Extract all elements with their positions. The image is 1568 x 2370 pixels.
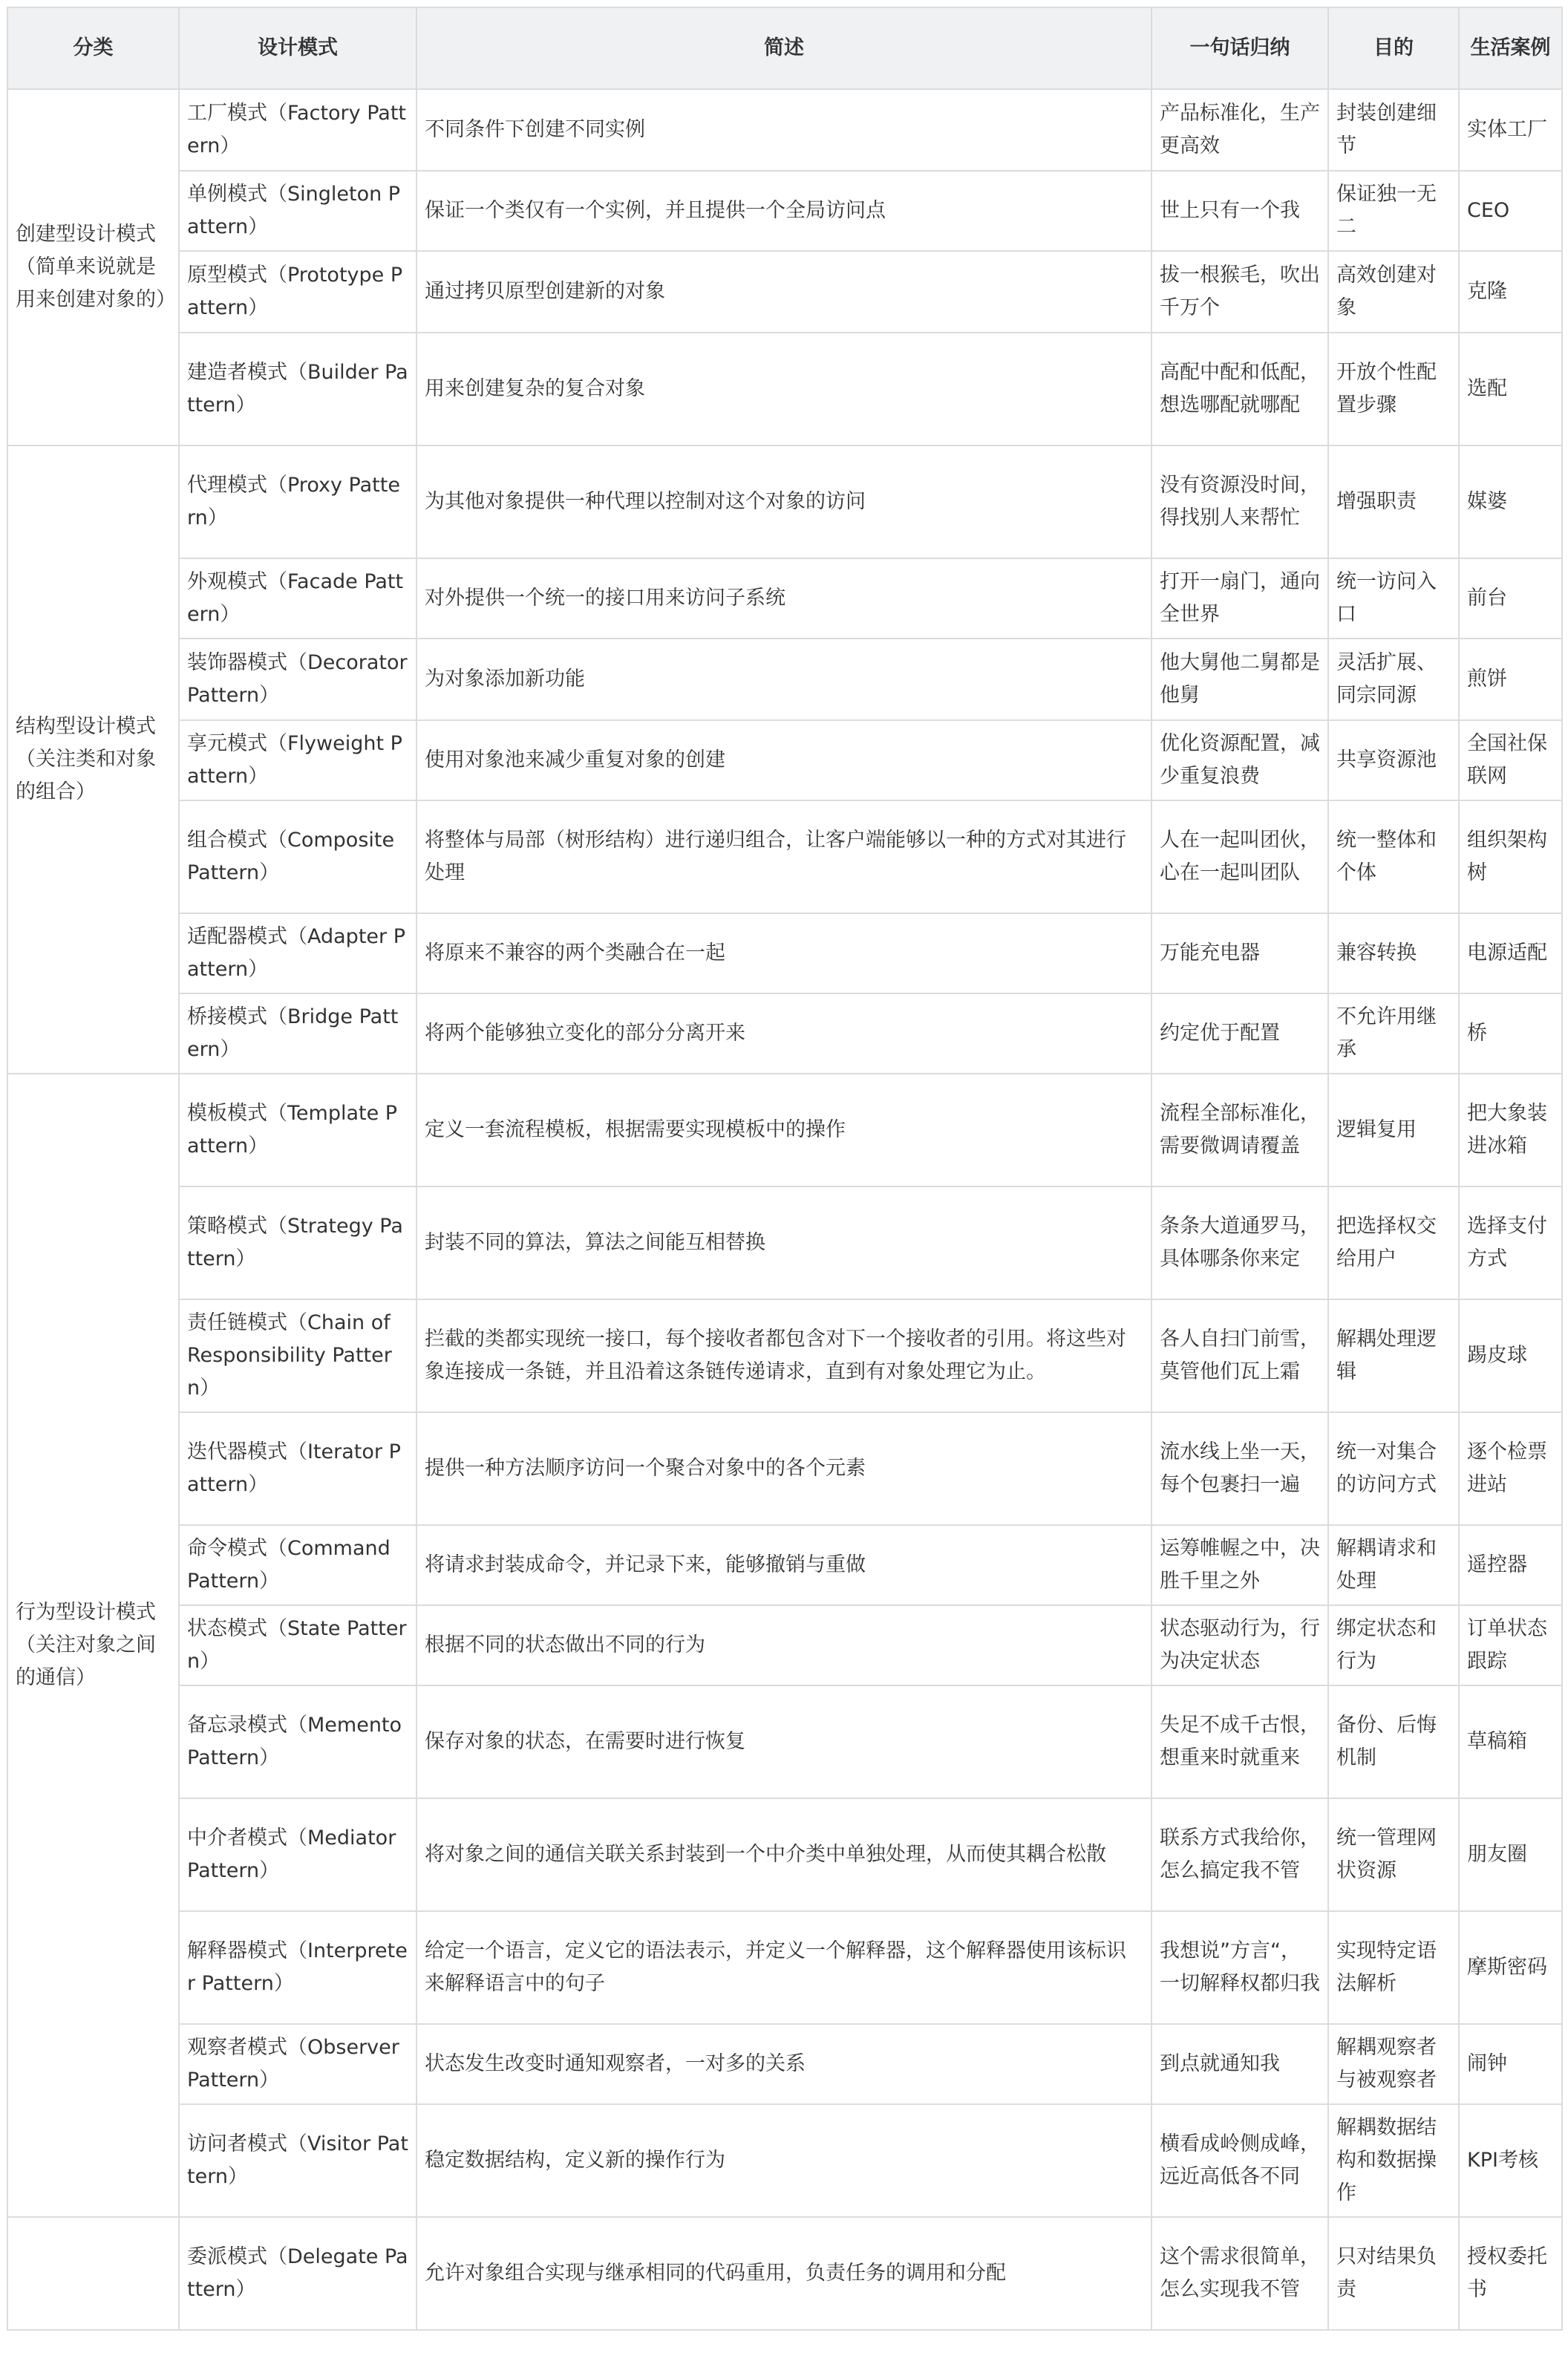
table-row xyxy=(7,333,1562,445)
summary-cell: 流水线上坐一天，每个包裹扫一遍 xyxy=(1152,1412,1328,1525)
example-cell: 选配 xyxy=(1459,333,1562,445)
example-cell: 逐个检票进站 xyxy=(1459,1412,1562,1525)
description-cell: 稳定数据结构，定义新的操作行为 xyxy=(416,2104,1152,2217)
description-cell: 将两个能够独立变化的部分分离开来 xyxy=(416,993,1152,1074)
purpose-cell: 灵活扩展、同宗同源 xyxy=(1328,639,1459,720)
table-row xyxy=(7,445,1562,558)
summary-cell: 联系方式我给你，怎么搞定我不管 xyxy=(1152,1798,1328,1911)
summary-cell: 约定优于配置 xyxy=(1152,993,1328,1074)
example-cell: 全国社保联网 xyxy=(1459,720,1562,800)
pattern-cell: 代理模式（Proxy Pattern） xyxy=(179,445,416,558)
example-cell: 遥控器 xyxy=(1459,1525,1562,1605)
description-cell: 拦截的类都实现统一接口，每个接收者都包含对下一个接收者的引用。将这些对象连接成一条链，并且沿着这条链传递请求，直到有对象处理它为止。 xyxy=(416,1299,1152,1412)
description-cell: 将请求封装成命令，并记录下来，能够撤销与重做 xyxy=(416,1525,1152,1605)
example-cell: 把大象装进冰箱 xyxy=(1459,1074,1562,1186)
summary-cell: 条条大道通罗马，具体哪条你来定 xyxy=(1152,1186,1328,1299)
pattern-cell: 命令模式（Command Pattern） xyxy=(179,1525,416,1605)
summary-cell: 失足不成千古恨，想重来时就重来 xyxy=(1152,1685,1328,1798)
summary-cell: 人在一起叫团伙，心在一起叫团队 xyxy=(1152,800,1328,913)
description-cell: 给定一个语言，定义它的语法表示，并定义一个解释器，这个解释器使用该标识来解释语言中的句子 xyxy=(416,1911,1152,2024)
purpose-cell: 保证独一无二 xyxy=(1328,171,1459,251)
design-pattern-table-container xyxy=(7,7,1561,2331)
purpose-cell: 实现特定语法解析 xyxy=(1328,1911,1459,2024)
table-row xyxy=(7,2104,1562,2217)
summary-cell: 打开一扇门，通向全世界 xyxy=(1152,558,1328,639)
description-cell: 对外提供一个统一的接口用来访问子系统 xyxy=(416,558,1152,639)
table-row xyxy=(7,2024,1562,2104)
summary-cell: 到点就通知我 xyxy=(1152,2024,1328,2104)
table-row xyxy=(7,993,1562,1074)
description-cell: 通过拷贝原型创建新的对象 xyxy=(416,251,1152,333)
example-cell: 授权委托书 xyxy=(1459,2217,1562,2330)
pattern-cell: 备忘录模式（Memento Pattern） xyxy=(179,1685,416,1798)
summary-cell: 横看成岭侧成峰，远近高低各不同 xyxy=(1152,2104,1328,2217)
summary-cell: 我想说”方言“，一切解释权都归我 xyxy=(1152,1911,1328,2024)
category-cell xyxy=(7,2217,179,2330)
example-cell: 实体工厂 xyxy=(1459,89,1562,171)
pattern-cell: 状态模式（State Pattern） xyxy=(179,1605,416,1685)
example-cell: 订单状态跟踪 xyxy=(1459,1605,1562,1685)
table-body xyxy=(7,89,1562,2330)
table-row xyxy=(7,1798,1562,1911)
pattern-cell: 责任链模式（Chain of Responsibility Pattern） xyxy=(179,1299,416,1412)
header-pattern: 设计模式 xyxy=(179,7,416,89)
example-cell: 组织架构树 xyxy=(1459,800,1562,913)
table-row xyxy=(7,89,1562,171)
description-cell: 状态发生改变时通知观察者，一对多的关系 xyxy=(416,2024,1152,2104)
summary-cell: 没有资源没时间，得找别人来帮忙 xyxy=(1152,445,1328,558)
table-row xyxy=(7,913,1562,993)
pattern-cell: 外观模式（Facade Pattern） xyxy=(179,558,416,639)
pattern-cell: 委派模式（Delegate Pattern） xyxy=(179,2217,416,2330)
example-cell: 草稿箱 xyxy=(1459,1685,1562,1798)
example-cell: 朋友圈 xyxy=(1459,1798,1562,1911)
pattern-cell: 模板模式（Template Pattern） xyxy=(179,1074,416,1186)
table-row xyxy=(7,1911,1562,2024)
description-cell: 为其他对象提供一种代理以控制对这个对象的访问 xyxy=(416,445,1152,558)
table-row xyxy=(7,1074,1562,1186)
description-cell: 保证一个类仅有一个实例，并且提供一个全局访问点 xyxy=(416,171,1152,251)
purpose-cell: 开放个性配置步骤 xyxy=(1328,333,1459,445)
pattern-cell: 组合模式（Composite Pattern） xyxy=(179,800,416,913)
example-cell: 桥 xyxy=(1459,993,1562,1074)
description-cell: 将原来不兼容的两个类融合在一起 xyxy=(416,913,1152,993)
purpose-cell: 解耦请求和处理 xyxy=(1328,1525,1459,1605)
description-cell: 允许对象组合实现与继承相同的代码重用，负责任务的调用和分配 xyxy=(416,2217,1152,2330)
example-cell: CEO xyxy=(1459,171,1562,251)
description-cell: 封装不同的算法，算法之间能互相替换 xyxy=(416,1186,1152,1299)
table-row xyxy=(7,1605,1562,1685)
purpose-cell: 共享资源池 xyxy=(1328,720,1459,800)
purpose-cell: 逻辑复用 xyxy=(1328,1074,1459,1186)
pattern-cell: 桥接模式（Bridge Pattern） xyxy=(179,993,416,1074)
summary-cell: 拔一根猴毛，吹出千万个 xyxy=(1152,251,1328,333)
summary-cell: 产品标准化，生产更高效 xyxy=(1152,89,1328,171)
pattern-cell: 访问者模式（Visitor Pattern） xyxy=(179,2104,416,2217)
pattern-cell: 中介者模式（Mediator Pattern） xyxy=(179,1798,416,1911)
example-cell: 选择支付方式 xyxy=(1459,1186,1562,1299)
pattern-cell: 装饰器模式（Decorator Pattern） xyxy=(179,639,416,720)
category-cell: 创建型设计模式（简单来说就是用来创建对象的） xyxy=(7,89,179,445)
summary-cell: 高配中配和低配，想选哪配就哪配 xyxy=(1152,333,1328,445)
description-cell: 保存对象的状态，在需要时进行恢复 xyxy=(416,1685,1152,1798)
table-row xyxy=(7,2217,1562,2330)
purpose-cell: 不允许用继承 xyxy=(1328,993,1459,1074)
example-cell: 电源适配 xyxy=(1459,913,1562,993)
summary-cell: 各人自扫门前雪，莫管他们瓦上霜 xyxy=(1152,1299,1328,1412)
table-row xyxy=(7,251,1562,333)
table-header-row xyxy=(7,7,1562,89)
purpose-cell: 增强职责 xyxy=(1328,445,1459,558)
purpose-cell: 统一整体和个体 xyxy=(1328,800,1459,913)
summary-cell: 万能充电器 xyxy=(1152,913,1328,993)
pattern-cell: 迭代器模式（Iterator Pattern） xyxy=(179,1412,416,1525)
pattern-cell: 适配器模式（Adapter Pattern） xyxy=(179,913,416,993)
table-row xyxy=(7,1685,1562,1798)
table-row xyxy=(7,558,1562,639)
purpose-cell: 兼容转换 xyxy=(1328,913,1459,993)
header-example: 生活案例 xyxy=(1459,7,1562,89)
description-cell: 定义一套流程模板，根据需要实现模板中的操作 xyxy=(416,1074,1152,1186)
table-row xyxy=(7,1299,1562,1412)
header-description: 简述 xyxy=(416,7,1152,89)
summary-cell: 优化资源配置，减少重复浪费 xyxy=(1152,720,1328,800)
header-summary: 一句话归纳 xyxy=(1152,7,1328,89)
description-cell: 用来创建复杂的复合对象 xyxy=(416,333,1152,445)
purpose-cell: 绑定状态和行为 xyxy=(1328,1605,1459,1685)
example-cell: 煎饼 xyxy=(1459,639,1562,720)
pattern-cell: 建造者模式（Builder Pattern） xyxy=(179,333,416,445)
pattern-cell: 策略模式（Strategy Pattern） xyxy=(179,1186,416,1299)
table-row xyxy=(7,1525,1562,1605)
design-pattern-table xyxy=(7,7,1563,2331)
table-row xyxy=(7,171,1562,251)
category-cell: 行为型设计模式（关注对象之间的通信） xyxy=(7,1074,179,2217)
pattern-cell: 解释器模式（Interpreter Pattern） xyxy=(179,1911,416,2024)
header-purpose: 目的 xyxy=(1328,7,1459,89)
pattern-cell: 单例模式（Singleton Pattern） xyxy=(179,171,416,251)
example-cell: 克隆 xyxy=(1459,251,1562,333)
purpose-cell: 统一访问入口 xyxy=(1328,558,1459,639)
table-row xyxy=(7,720,1562,800)
purpose-cell: 统一管理网状资源 xyxy=(1328,1798,1459,1911)
purpose-cell: 把选择权交给用户 xyxy=(1328,1186,1459,1299)
summary-cell: 他大舅他二舅都是他舅 xyxy=(1152,639,1328,720)
summary-cell: 世上只有一个我 xyxy=(1152,171,1328,251)
pattern-cell: 观察者模式（Observer Pattern） xyxy=(179,2024,416,2104)
example-cell: KPI考核 xyxy=(1459,2104,1562,2217)
description-cell: 使用对象池来减少重复对象的创建 xyxy=(416,720,1152,800)
example-cell: 踢皮球 xyxy=(1459,1299,1562,1412)
table-row xyxy=(7,1186,1562,1299)
header-category: 分类 xyxy=(7,7,179,89)
summary-cell: 这个需求很简单，怎么实现我不管 xyxy=(1152,2217,1328,2330)
description-cell: 不同条件下创建不同实例 xyxy=(416,89,1152,171)
example-cell: 摩斯密码 xyxy=(1459,1911,1562,2024)
example-cell: 媒婆 xyxy=(1459,445,1562,558)
description-cell: 将整体与局部（树形结构）进行递归组合，让客户端能够以一种的方式对其进行处理 xyxy=(416,800,1152,913)
description-cell: 为对象添加新功能 xyxy=(416,639,1152,720)
table-row xyxy=(7,1412,1562,1525)
purpose-cell: 解耦数据结构和数据操作 xyxy=(1328,2104,1459,2217)
description-cell: 将对象之间的通信关联关系封装到一个中介类中单独处理，从而使其耦合松散 xyxy=(416,1798,1152,1911)
summary-cell: 状态驱动行为，行为决定状态 xyxy=(1152,1605,1328,1685)
description-cell: 根据不同的状态做出不同的行为 xyxy=(416,1605,1152,1685)
summary-cell: 流程全部标准化，需要微调请覆盖 xyxy=(1152,1074,1328,1186)
pattern-cell: 原型模式（Prototype Pattern） xyxy=(179,251,416,333)
purpose-cell: 只对结果负责 xyxy=(1328,2217,1459,2330)
purpose-cell: 统一对集合的访问方式 xyxy=(1328,1412,1459,1525)
summary-cell: 运筹帷幄之中，决胜千里之外 xyxy=(1152,1525,1328,1605)
pattern-cell: 工厂模式（Factory Pattern） xyxy=(179,89,416,171)
example-cell: 闹钟 xyxy=(1459,2024,1562,2104)
purpose-cell: 高效创建对象 xyxy=(1328,251,1459,333)
table-row xyxy=(7,800,1562,913)
purpose-cell: 解耦处理逻辑 xyxy=(1328,1299,1459,1412)
pattern-cell: 享元模式（Flyweight Pattern） xyxy=(179,720,416,800)
purpose-cell: 封装创建细节 xyxy=(1328,89,1459,171)
category-cell: 结构型设计模式（关注类和对象的组合） xyxy=(7,445,179,1074)
purpose-cell: 备份、后悔机制 xyxy=(1328,1685,1459,1798)
description-cell: 提供一种方法顺序访问一个聚合对象中的各个元素 xyxy=(416,1412,1152,1525)
table-row xyxy=(7,639,1562,720)
example-cell: 前台 xyxy=(1459,558,1562,639)
purpose-cell: 解耦观察者与被观察者 xyxy=(1328,2024,1459,2104)
